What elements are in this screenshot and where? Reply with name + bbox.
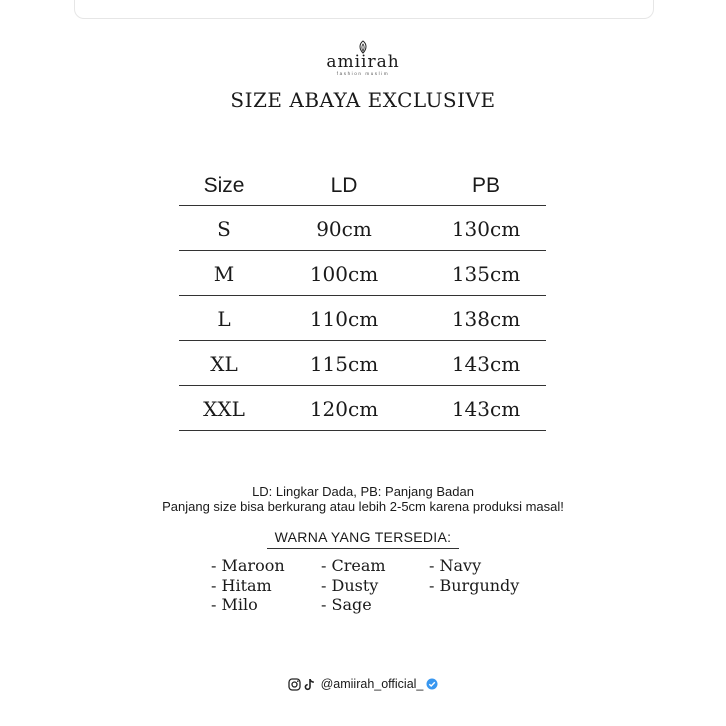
brand-logo [0, 40, 726, 77]
color-column [321, 556, 386, 615]
ld-cell: 90cm [316, 216, 372, 241]
table-row [179, 206, 546, 251]
brand-tagline: fashion muslim [336, 71, 390, 76]
size-notes [0, 484, 726, 514]
table-divider [179, 430, 546, 432]
size-cell: M [213, 261, 235, 286]
color-item: - Navy [429, 556, 482, 575]
brand-name: amiirah [326, 52, 400, 72]
color-item: - Dusty [321, 575, 379, 595]
color-item: - Burgundy [429, 575, 520, 595]
pb-cell: 130cm [451, 216, 521, 241]
social-handle[interactable]: @amiirah_official_ [320, 677, 424, 691]
table-row [179, 296, 546, 341]
header-pb: PB [471, 174, 500, 197]
pb-cell: 143cm [451, 351, 521, 376]
social-footer [0, 677, 726, 691]
header-ld: LD [330, 174, 358, 197]
pb-cell: 138cm [451, 306, 521, 331]
size-cell: XXL [203, 396, 245, 421]
color-item: - Sage [321, 595, 372, 614]
color-column [429, 556, 519, 595]
ld-cell: 115cm [309, 351, 379, 376]
ld-cell: 110cm [309, 306, 379, 331]
page-title: SIZE ABAYA EXCLUSIVE [230, 88, 496, 112]
color-item: - Cream [321, 556, 386, 575]
size-cell: S [217, 216, 231, 241]
size-cell: L [217, 306, 231, 331]
header-size: Size [203, 174, 245, 197]
top-frame-edge [74, 0, 654, 19]
ld-cell: 120cm [309, 396, 379, 421]
table-row [179, 251, 546, 296]
size-table [179, 166, 546, 431]
ld-cell: 100cm [309, 261, 379, 286]
disclaimer-note: Panjang size bisa berkurang atau lebih 2-5cm karena produksi masal! [162, 499, 564, 514]
instagram-icon [288, 678, 301, 691]
size-cell: XL [210, 351, 238, 376]
tiktok-icon [304, 678, 315, 691]
legend-note: LD: Lingkar Dada, PB: Panjang Badan [252, 484, 474, 499]
colors-heading [0, 529, 726, 549]
color-item: - Hitam [211, 575, 272, 595]
table-row [179, 341, 546, 386]
color-item: - Maroon [211, 556, 285, 575]
colors-heading-text: WARNA YANG TERSEDIA: [267, 529, 460, 549]
verified-badge-icon [426, 678, 438, 690]
color-item: - Milo [211, 595, 258, 614]
table-header-row [179, 166, 546, 206]
pb-cell: 143cm [451, 396, 521, 421]
color-column [211, 556, 285, 615]
table-row [179, 386, 546, 431]
pb-cell: 135cm [451, 261, 521, 286]
